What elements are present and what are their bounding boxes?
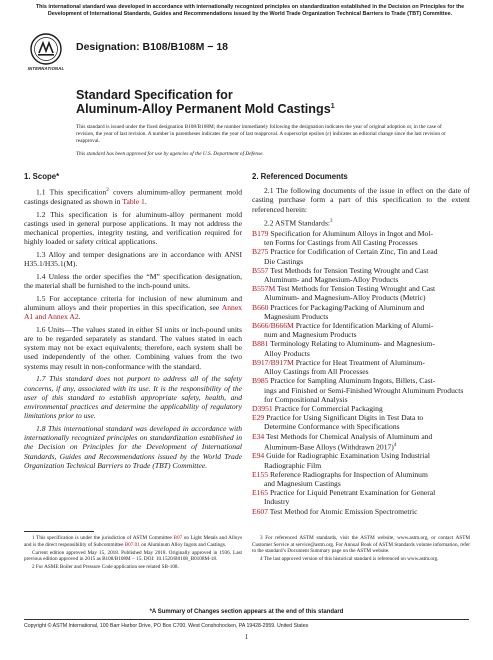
page-number: 1 [244,633,249,641]
reference-title: Test Methods for Chemical Analysis of Aluminum and [266,431,433,441]
right-column [252,170,470,516]
astm-logo-icon [30,33,62,65]
footnote-2: 2 For ASME Boiler and Pressure Code application see related SB-108. [32,564,179,570]
paragraph-1-6: 1.6 Units—The values stated in either SI units or inch-pound units are to be regarded separately as standard. The values stated in each system may not be exact equivalents; therefore, each system shall be used independently of the other. Combining values from the two systems may result in non-conformance with the standard. [24,324,242,371]
reference-item [252,376,470,404]
reference-item [252,432,470,452]
reference-title: Specification for Aluminum Alloys in Ingot and Mol- [270,229,433,239]
title-line-1: Standard Specification for [76,88,233,102]
paragraph-1-4: 1.4 Unless the order specifies the “M” specification designation, the material shall be furnished to the inch-pound units. [24,271,242,291]
reference-code-link[interactable]: D3951 [252,403,273,413]
reference-title: Practice for Liquid Penetrant Examination for General [269,488,436,498]
reference-title-continued: Industry [264,497,290,507]
reference-title-continued: Aluminum- and Magnesium-Alloy Products (Metric) [264,293,426,303]
reference-title-continued: ten Forms for Castings from All Casting Processes [264,238,418,248]
international-standard-notice: This international standard was developed in accordance with internationally recognized principles on standardization established in the Decision on Principles for the Development of International Standards, Guides and Recommendations issued by the World Trade Organization Technical Barriers to Trade (TBT) Committee. [35,4,465,17]
reference-title-continued: Aluminum-Base Alloys (Withdrawn 2017)$^4$ [264,442,397,452]
paragraph-1-5: 1.5 For acceptance criteria for inclusion of new aluminum and aluminum alloys and their properties in this specification, see Annex A1 and Annex A2. [24,293,242,322]
designation: Designation: B108/B108M − 18 [76,41,229,53]
reference-code-link[interactable]: B179 [252,229,269,239]
reference-list [252,229,470,516]
paragraph-1-3: 1.3 Alloy and temper designations are in accordance with ANSI H35.1/H35.1(M). [24,249,242,269]
reference-code-link[interactable]: B275 [252,247,269,257]
reference-item [252,284,470,302]
reference-title: Practice for Heat Treatment of Aluminum- [295,357,425,367]
reference-title-continued: and Magnesium Castings [264,479,341,489]
reference-code-link[interactable]: B557M [252,284,276,294]
reference-title-continued: Alloy Castings from All Processes [264,367,369,377]
reference-title: Test Methods for Tension Testing Wrought and Cast [276,284,436,294]
reference-item [252,507,470,516]
reference-title: Guide for Radiographic Examination Using Industrial [266,451,431,461]
reference-title: Practice for Sampling Aluminum Ingots, Billets, Cast- [270,376,436,386]
reference-title-continued: Radiographic Film [264,460,322,470]
paragraph-1-8: 1.8 This international standard was developed in accordance with internationally recognized principles on standardization established in the Decision on Principles for the Development of International Standards, Guides and Recommendations issued by the World Trade Organization Technical Barriers to Trade (TBT) Committee. [24,423,242,470]
footnotes-left [24,535,242,572]
issued-note: This standard is issued under the fixed designation B108/B108M; the number immediately following the designation indicates the year of original adoption or, in the case of revision, the year of last revision. A number in parentheses indicates the year of last reapproval. A superscript epsilon (ε) indicates an editorial change since the last revision or reapproval. [76,124,446,144]
reference-title: Practice for Commercial Packaging [274,403,383,413]
reference-code-link[interactable]: E29 [252,413,265,423]
reference-item [252,404,470,413]
table-1-link[interactable]: Table 1 [122,196,145,206]
reference-title: Practices for Packaging/Packing of Aluminum and [270,302,425,312]
reference-code-link[interactable]: E165 [252,488,269,498]
withdrawn-footnote-mark[interactable]: 4 [393,442,397,448]
b07-link[interactable]: B07 [173,535,183,541]
reference-title: Practice for Identification Marking of Alumi- [295,321,434,331]
footnote-1-current-edition: Current edition approved May 15, 2018. Published May 2018. Originally approved in 1936. Last previous edition approved in 2015 as B108/B108M − 15. DOI: 10.1520/B0108_B0108M-18. [24,549,242,562]
reference-item [252,321,470,339]
reference-item [252,247,470,265]
reference-code-link[interactable]: B917/B917M [252,357,294,367]
summary-of-changes-note: *A Summary of Changes section appears at the end of this standard [149,609,344,615]
footnote-4: 4 The last approved version of this historical standard is referenced on www.astm.org. [260,556,439,562]
reference-code-link[interactable]: E607 [252,506,269,516]
reference-item [252,470,470,488]
paragraph-2-2: 2.2 ASTM Standards:$^3$ [264,218,333,228]
reference-item [252,339,470,357]
title-line-2: Aluminum-Alloy Permanent Mold Castings$^1$ [76,102,335,116]
reference-title-continued: Magnesium Products [264,311,329,321]
section-1-heading: 1. Scope* [24,172,60,181]
reference-title: Practice for Codification of Certain Zinc, Tin and Lead [270,247,438,257]
title-footnote-mark[interactable]: 1 [330,102,335,110]
reference-item [252,266,470,284]
reference-title-continued: num and Magnesium Products [264,330,357,340]
annex-link[interactable]: Annex A1 and Annex A2 [24,302,242,322]
reference-item [252,488,470,506]
reference-item [252,229,470,247]
reference-item [252,413,470,431]
reference-code-link[interactable]: E94 [252,451,265,461]
paragraph-1-1: 1.1 This specification$^2$ covers aluminum-alloy permanent mold castings designated as shown in Table 1. [24,187,243,206]
document-title [76,88,436,116]
reference-title: Terminology Relating to Aluminum- and Magnesium- [270,339,435,349]
paragraph-2-1: 2.1 The following documents of the issue in effect on the date of casting purchase form a part of this specification to the extent referenced herein: [252,186,470,214]
section-2-heading: 2. Referenced Documents [252,172,348,181]
reference-item [252,451,470,469]
logo-subtext: INTERNATIONAL [27,66,65,71]
reference-code-link[interactable]: B557 [252,265,269,275]
reference-code-link[interactable]: E155 [252,469,269,479]
footnote-3: 3 For referenced ASTM standards, visit the ASTM website, www.astm.org, or contact ASTM Customer Service at service@astm.org. For Annual Book of ASTM Standards volume information, refer to the standard’s Document Summary page on the ASTM website. [252,535,470,554]
reference-item [252,358,470,376]
b07-01-link[interactable]: B07.01 [124,541,140,548]
paragraph-1-7: 1.7 This standard does not purport to address all of the safety concerns, if any, associated with its use. It is the responsibility of the user of this standard to establish appropriate safety, health, and environmental practices and determine the applicability of regulatory limitations prior to use. [24,374,242,421]
copyright-line: Copyright © ASTM International, 100 Barr Harbor Drive, PO Box C700, West Conshohocken, PA 19428-2959. United States [24,619,469,629]
reference-title-continued: Determine Conformance with Specifications [264,422,400,432]
reference-title-continued: Aluminum- and Magnesium-Alloy Products [264,275,399,285]
footnote-rule [24,531,94,532]
reference-code-link[interactable]: B660 [252,302,269,312]
reference-code-link[interactable]: B666/B666M [252,321,294,331]
reference-title: Test Methods for Tension Testing Wrought and Cast [270,265,429,275]
approved-note: This standard has been approved for use by agencies of the U.S. Department of Defense. [76,151,264,157]
footnote-1: 1 This specification is under the jurisdiction of ASTM Committee B07 on Light Metals and Alloys and is the direct responsibility of Subcommittee B07.01 on Aluminum Alloy Ingots and Castings. [24,535,242,548]
reference-code-link[interactable]: B985 [252,376,269,386]
reference-title: Practice for Using Significant Digits in Test Data to [266,413,424,423]
reference-code-link[interactable]: E34 [252,431,265,441]
reference-title-continued: Alloy Products [264,348,310,358]
reference-title-continued: Die Castings [264,256,304,266]
reference-item [252,303,470,321]
paragraph-1-2: 1.2 This specification is for aluminum-alloy permanent mold castings used in general purpose applications. It may not address the mechanical properties, integrity testing, and verification required for highly loaded or safety critical applications. [24,209,242,247]
reference-code-link[interactable]: B881 [252,339,269,349]
left-column [24,170,242,473]
reference-title-continued: ings and Finished or Semi-Finished Wrought Aluminum Products for Compositional Analysis [264,385,464,404]
footnotes-right [252,535,470,564]
reference-title: Test Method for Atomic Emission Spectrometric [269,506,418,516]
reference-title: Reference Radiographs for Inspection of Aluminum [269,469,428,479]
